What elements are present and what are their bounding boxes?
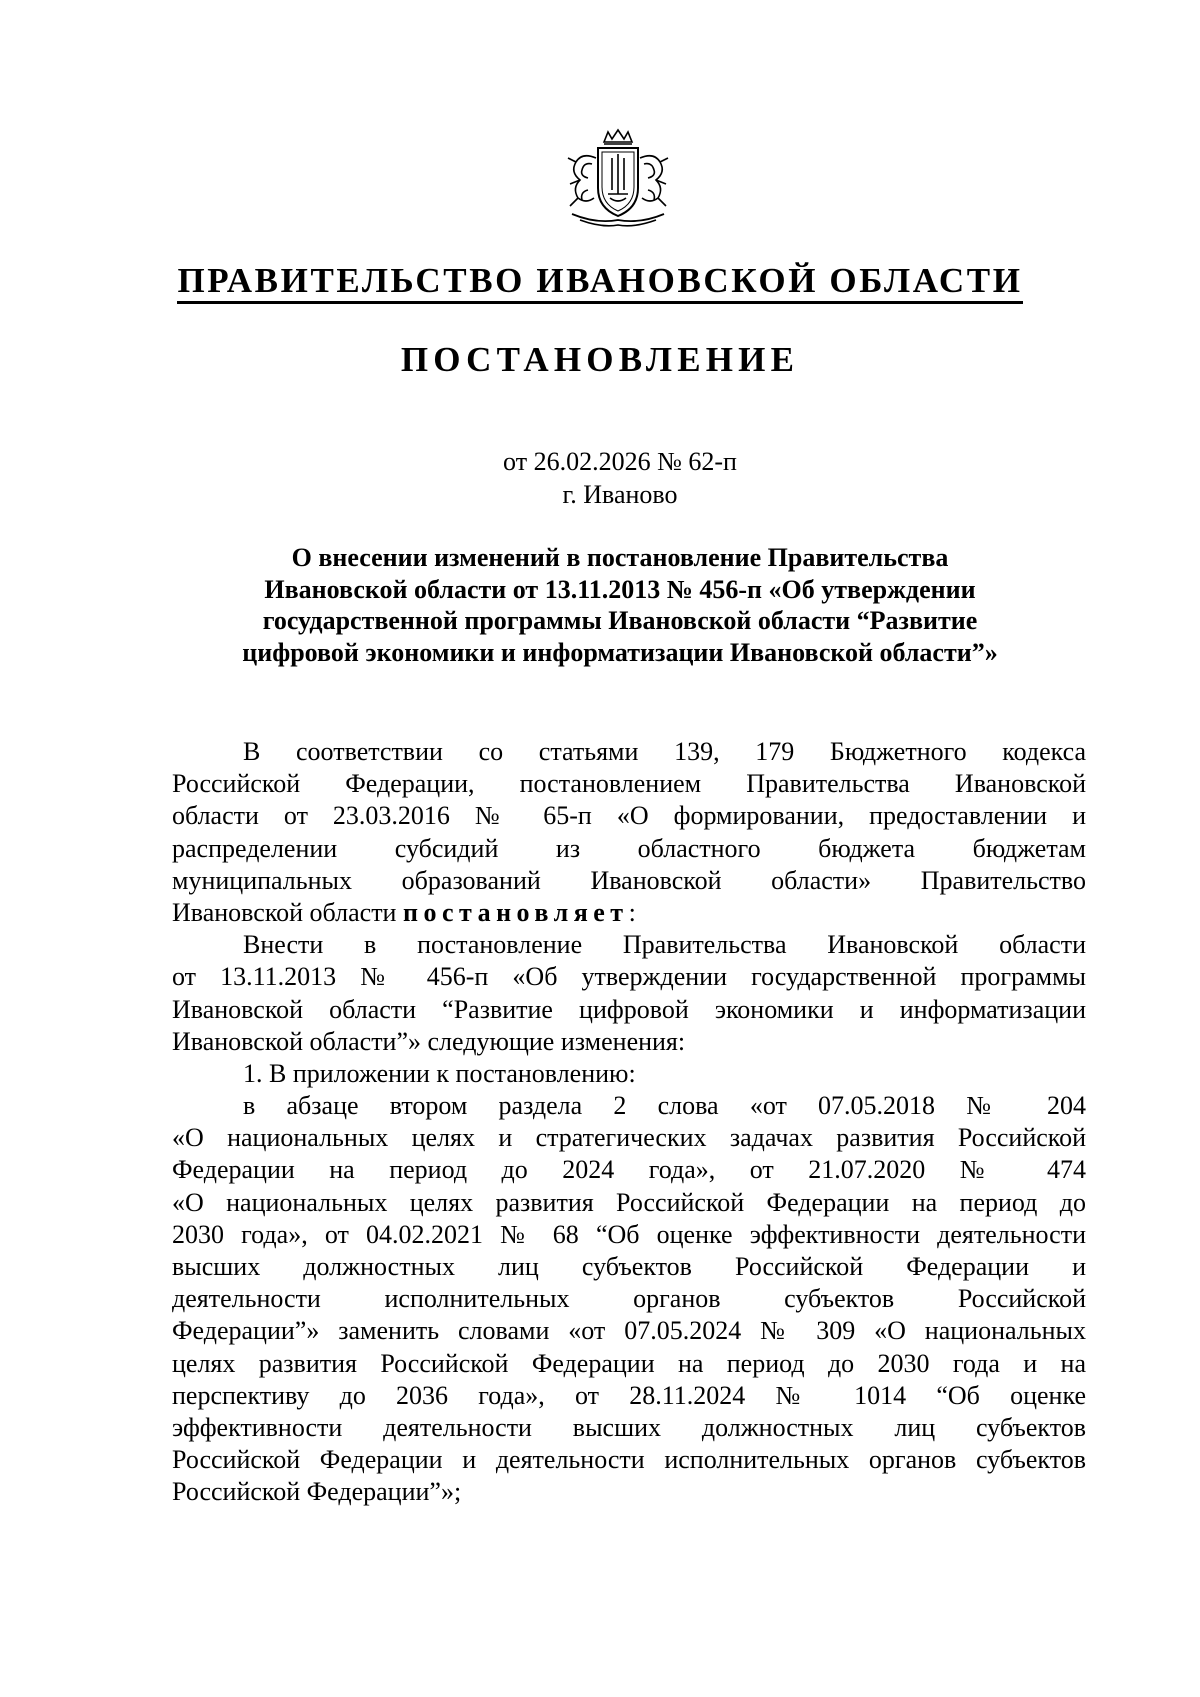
preamble-line: Российской Федерации, постановлением Правительства Ивановской bbox=[172, 769, 1086, 799]
section2-line: перспективу до 2036 года», от 28.11.2024 № 1014 “Об оценке bbox=[172, 1380, 1086, 1410]
preamble-line: муниципальных образований Ивановской области» Правительство bbox=[172, 865, 1086, 895]
amend-line: Ивановской области “Развитие цифровой экономики и информатизации bbox=[172, 994, 1086, 1024]
subject-line: О внесении изменений в постановление Правительства bbox=[291, 543, 949, 572]
section2-line: эффективности деятельности высших должностных лиц субъектов bbox=[172, 1412, 1086, 1442]
preamble-last-line bbox=[172, 897, 1086, 929]
section2-line: Федерации”» заменить словами «от 07.05.2024 № 309 «О национальных bbox=[172, 1316, 1086, 1346]
section2-line: высших должностных лиц субъектов Российской Федерации и bbox=[172, 1252, 1086, 1281]
coat-of-arms-emblem bbox=[562, 128, 674, 230]
section2-line: деятельности исполнительных органов субъектов Российской bbox=[172, 1284, 1086, 1314]
section2-line: «О национальных целях развития Российской Федерации на период до bbox=[172, 1187, 1086, 1217]
subject-line: цифровой экономики и информатизации Ивановской области”» bbox=[242, 637, 998, 667]
section2-line: Федерации на период до 2024 года», от 21.07.2020 № 474 bbox=[172, 1155, 1086, 1185]
preamble-line: области от 23.03.2016 № 65-п «О формировании, предоставлении и bbox=[172, 801, 1086, 831]
item-1-line: 1. В приложении к постановлению: bbox=[243, 1058, 636, 1088]
city-line: г. Иваново bbox=[562, 480, 678, 509]
subject-line: государственной программы Ивановской области “Развитие bbox=[262, 606, 978, 635]
government-title bbox=[0, 259, 1200, 303]
preamble-line: В соответствии со статьями 139, 179 Бюджетного кодекса bbox=[243, 737, 1086, 766]
subject-line: Ивановской области от 13.11.2013 № 456-п «Об утверждении bbox=[264, 574, 976, 604]
document-subject bbox=[150, 542, 1090, 668]
document-type-title: ПОСТАНОВЛЕНИЕ bbox=[400, 340, 800, 379]
amend-line: от 13.11.2013 № 456-п «Об утверждении государственной программы bbox=[172, 962, 1086, 992]
amend-line: Внести в постановление Правительства Ивановской области bbox=[243, 930, 1086, 960]
preamble-line: распределении субсидий из областного бюджета бюджетам bbox=[172, 833, 1086, 863]
decree-word: постановляет bbox=[402, 897, 629, 927]
government-title-text: ПРАВИТЕЛЬСТВО ИВАНОВСКОЙ ОБЛАСТИ bbox=[177, 261, 1022, 304]
preamble-last-line-start: Ивановской области bbox=[172, 897, 403, 927]
section2-line: в абзаце втором раздела 2 слова «от 07.05.2018 № 204 bbox=[243, 1091, 1086, 1121]
amend-line: Ивановской области”» следующие изменения: bbox=[172, 1026, 686, 1056]
preamble-last-line-end: : bbox=[628, 897, 636, 927]
section2-line: 2030 года», от 04.02.2021 № 68 “Об оценке эффективности деятельности bbox=[172, 1219, 1086, 1249]
date-number-line: от 26.02.2026 № 62-п bbox=[503, 447, 737, 476]
section2-line: Российской Федерации и деятельности исполнительных органов субъектов bbox=[172, 1445, 1086, 1475]
document-body bbox=[172, 736, 1086, 1509]
section2-line: Российской Федерации”»; bbox=[172, 1477, 462, 1507]
section2-line: «О национальных целях и стратегических задачах развития Российской bbox=[172, 1123, 1086, 1153]
section2-line: целях развития Российской Федерации на период до 2030 года и на bbox=[172, 1348, 1086, 1378]
